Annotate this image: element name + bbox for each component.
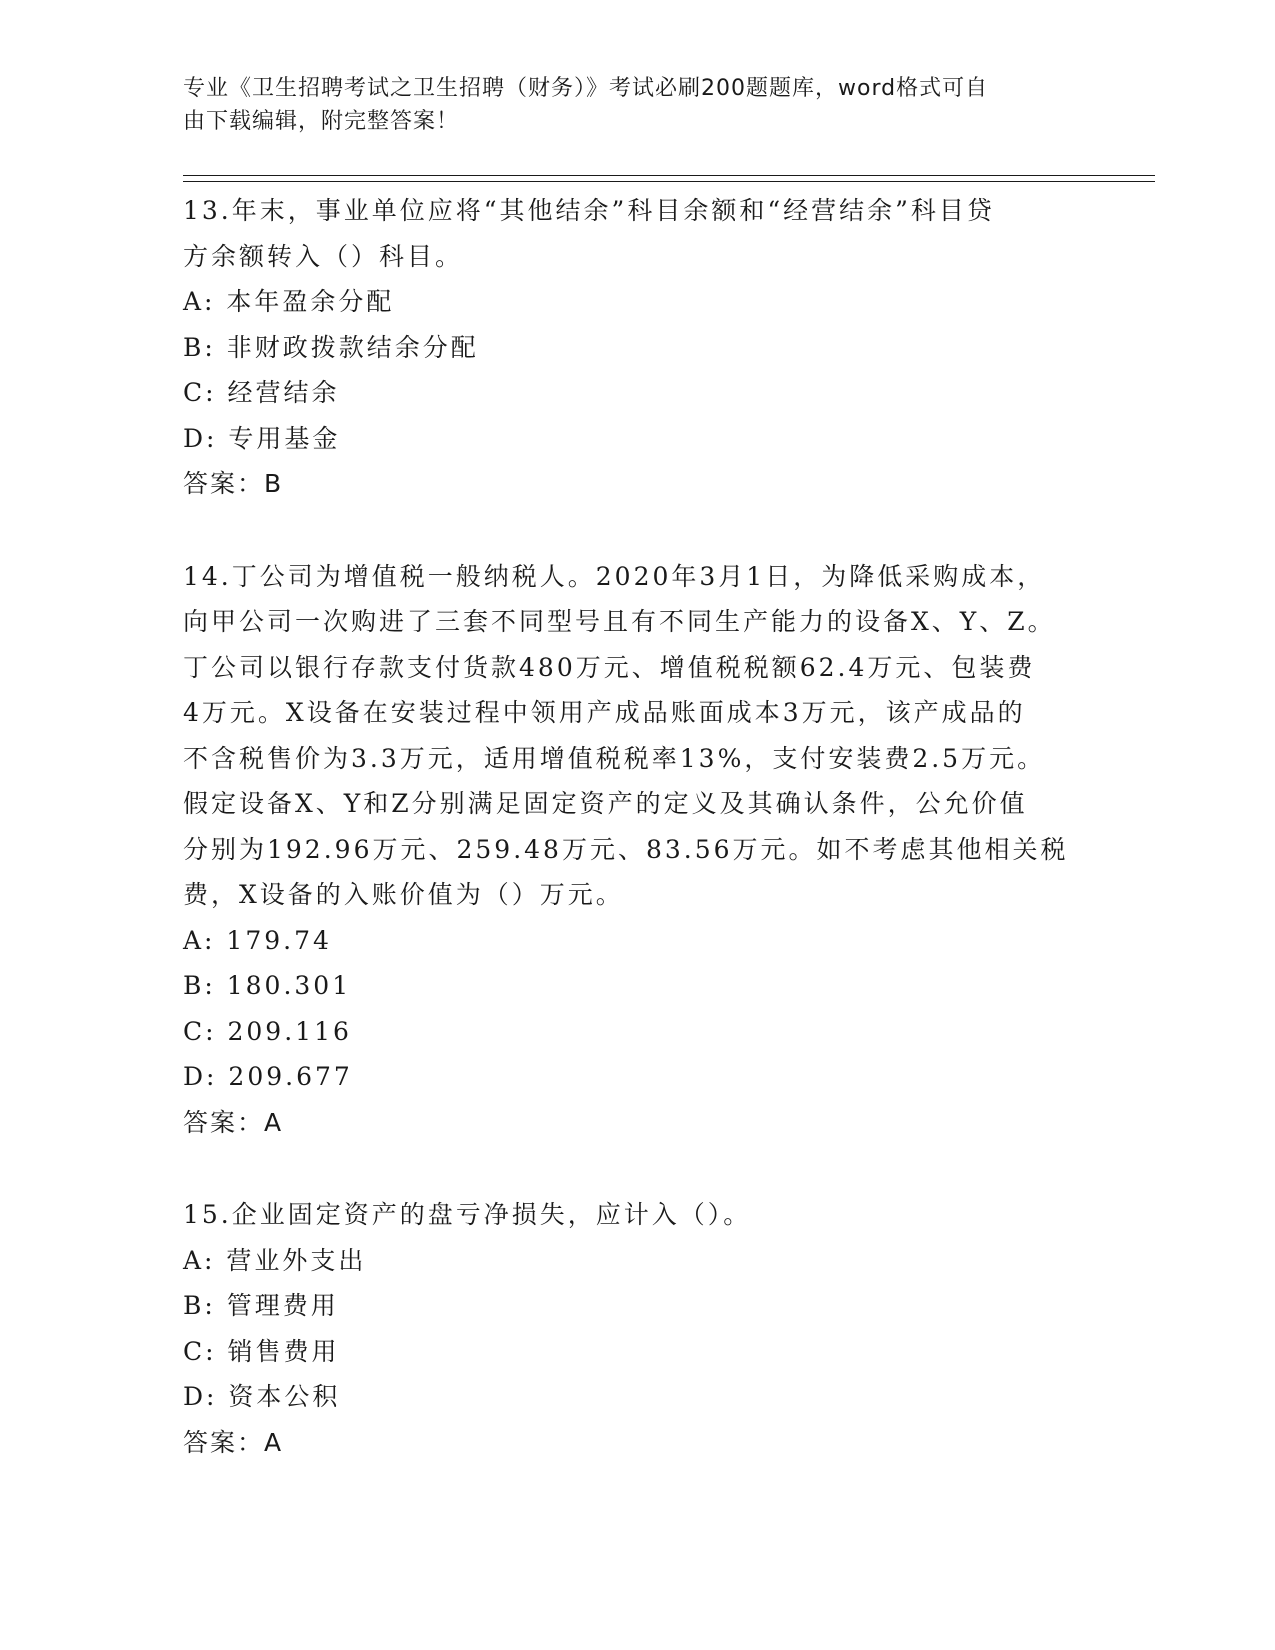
stem-line: 15.企业固定资产的盘亏净损失，应计入（）。 [183, 1200, 752, 1229]
question-spacer [183, 507, 1083, 554]
stem-line: 分别为192.96万元、259.48万元、83.56万元。如不考虑其他相关税 [183, 834, 1069, 864]
question-spacer [183, 1145, 1083, 1192]
stem-line: 假定设备X、Y和Z分别满足固定资产的定义及其确认条件，公允价值 [183, 789, 1028, 818]
question-stem [183, 1192, 1083, 1238]
answer-label: 答案：A [183, 1427, 284, 1457]
answer-label: 答案：A [183, 1107, 284, 1137]
header-divider-top [183, 175, 1155, 176]
header-line-1: 专业《卫生招聘考试之卫生招聘（财务）》考试必刷200题题库，word格式可自 [183, 76, 989, 101]
option-b: B: 管理费用 [183, 1291, 339, 1320]
option-c: C: 销售费用 [183, 1336, 340, 1366]
stem-line: 向甲公司一次购进了三套不同型号且有不同生产能力的设备X、Y、Z。 [183, 607, 1056, 636]
stem-line: 4万元。X设备在安装过程中领用产成品账面成本3万元，该产成品的 [183, 698, 1026, 727]
option-a: A: 179.74 [183, 925, 332, 955]
stem-line: 丁公司以银行存款支付货款480万元、增值税税额62.4万元、包装费 [183, 652, 1036, 682]
option-b: B: 180.301 [183, 971, 352, 1000]
option-b: B: 非财政拨款结余分配 [183, 332, 479, 362]
question-13 [183, 188, 1083, 507]
stem-line: 费，X设备的入账价值为（）万元。 [183, 880, 624, 909]
stem-line: 14.丁公司为增值税一般纳税人。2020年3月1日，为降低采购成本， [183, 561, 1046, 591]
header-divider-bottom [183, 181, 1155, 182]
question-14 [183, 554, 1083, 1146]
question-15 [183, 1192, 1083, 1465]
question-stem [183, 188, 1083, 279]
option-c: C: 209.116 [183, 1016, 352, 1046]
question-stem [183, 554, 1083, 918]
option-c: C: 经营结余 [183, 378, 340, 407]
stem-line: 不含税售价为3.3万元，适用增值税税率13%，支付安装费2.5万元。 [183, 743, 1046, 773]
option-d: D: 209.677 [183, 1062, 353, 1091]
answer-label: 答案：B [183, 469, 284, 498]
option-d: D: 专用基金 [183, 423, 341, 453]
stem-line: 13.年末，事业单位应将“其他结余”科目余额和“经营结余”科目贷 [183, 196, 995, 225]
question-list [183, 188, 1083, 1465]
stem-line: 方余额转入（）科目。 [183, 241, 464, 271]
option-d: D: 资本公积 [183, 1382, 341, 1411]
document-header [183, 72, 1063, 138]
header-line-2: 由下载编辑，附完整答案！ [183, 109, 460, 134]
option-a: A: 营业外支出 [183, 1245, 367, 1275]
option-a: A: 本年盈余分配 [183, 287, 395, 316]
